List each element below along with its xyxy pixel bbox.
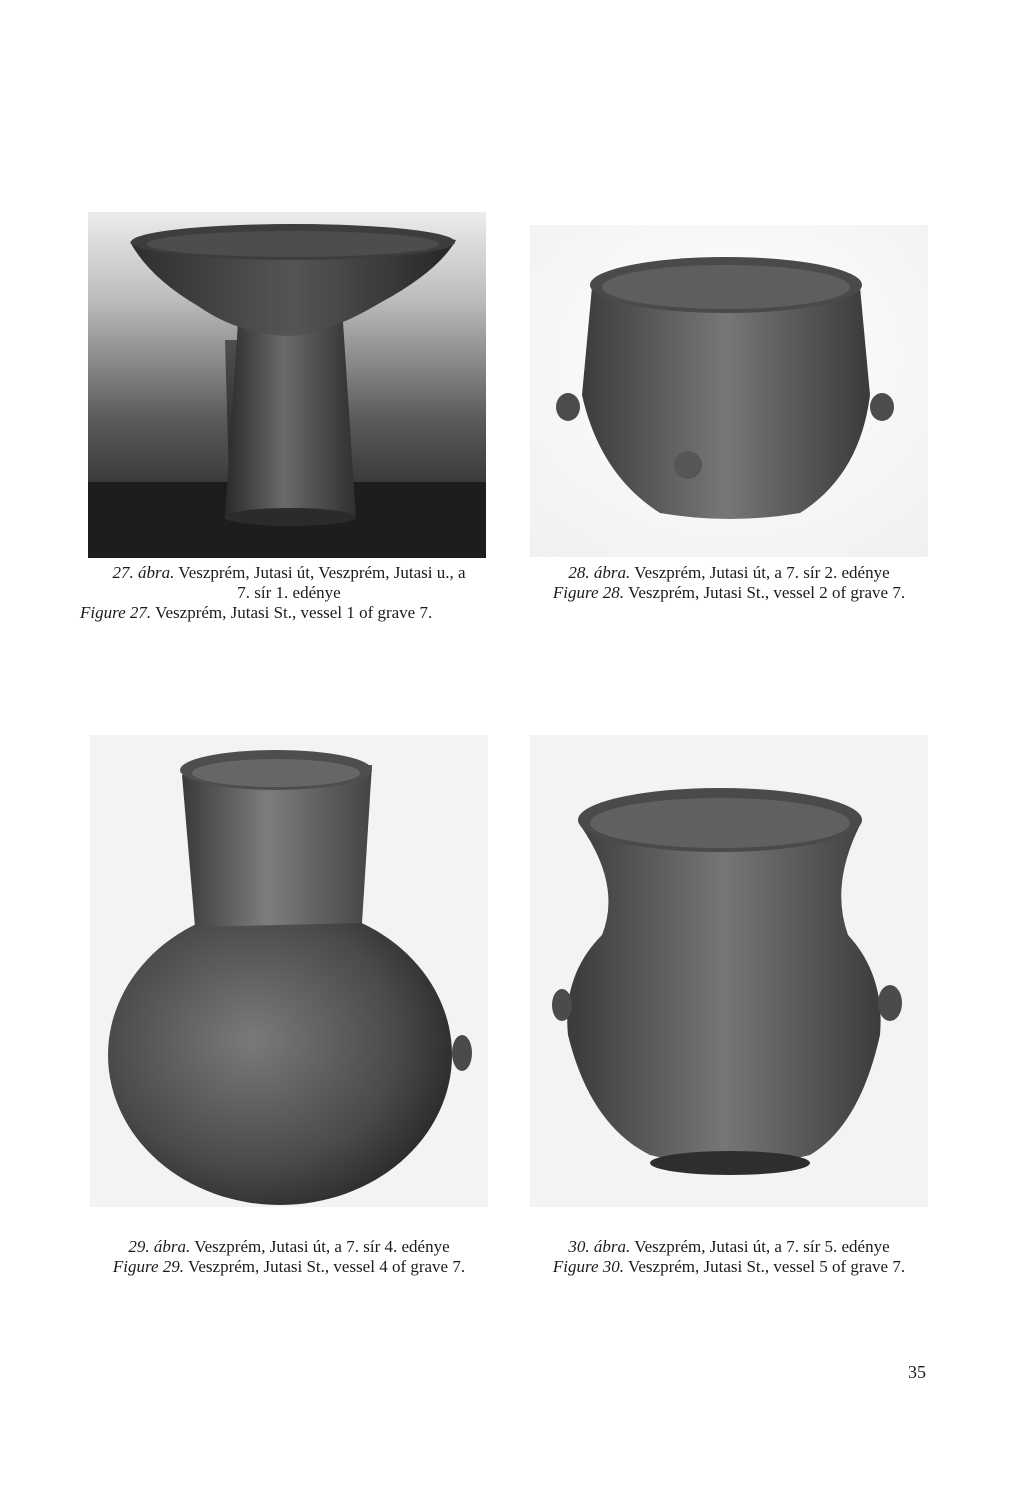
- figure-number-hu: 28. ábra.: [568, 563, 631, 582]
- figure-number-en: Figure 27.: [80, 603, 152, 622]
- caption-hu-text: Veszprém, Jutasi út, Veszprém, Jutasi u., a: [178, 563, 466, 582]
- caption-hu-line: [80, 563, 498, 583]
- caption-en-line: [518, 583, 940, 603]
- figure-30-caption: [518, 1237, 940, 1277]
- figure-28-caption: [518, 563, 940, 603]
- figure-number-en: Figure 29.: [112, 1257, 185, 1276]
- caption-en-line: [518, 1257, 940, 1277]
- figure-number-hu: 29. ábra.: [128, 1237, 191, 1256]
- caption-en-text: Veszprém, Jutasi St., vessel 5 of grave 7.: [627, 1257, 906, 1276]
- caption-hu-line: [518, 563, 940, 583]
- caption-hu-text: Veszprém, Jutasi út, a 7. sír 2. edénye: [634, 563, 890, 582]
- caption-en-line: [80, 1257, 498, 1277]
- figure-number-hu: 30. ábra.: [568, 1237, 631, 1256]
- caption-en-text: Veszprém, Jutasi St., vessel 4 of grave 7.: [187, 1257, 466, 1276]
- caption-hu-line: [518, 1237, 940, 1257]
- figure-28-photo: [530, 225, 928, 557]
- page-number: 35: [908, 1362, 926, 1382]
- figure-number-hu: 27. ábra.: [112, 563, 175, 582]
- tall-jar-image: [90, 735, 488, 1207]
- carinated-bowl-image: [530, 225, 928, 557]
- figure-29-caption: [80, 1237, 498, 1277]
- caption-hu-line: [80, 1237, 498, 1257]
- caption-en-text: Veszprém, Jutasi St., vessel 1 of grave 7.: [155, 603, 433, 622]
- figure-27-caption: [80, 563, 498, 623]
- figure-number-en: Figure 30.: [552, 1257, 625, 1276]
- carinated-jar-image: [530, 735, 928, 1207]
- figure-number-en: Figure 28.: [552, 583, 625, 602]
- caption-hu-line-2: 7. sír 1. edénye: [237, 583, 341, 602]
- caption-en-text: Veszprém, Jutasi St., vessel 2 of grave 7.: [627, 583, 906, 602]
- pedestal-bowl-image: [88, 212, 486, 558]
- caption-en-line: [80, 603, 498, 623]
- figure-30-photo: [530, 735, 928, 1207]
- figure-27-photo: [88, 212, 486, 558]
- caption-hu-text: Veszprém, Jutasi út, a 7. sír 5. edénye: [634, 1237, 890, 1256]
- caption-hu-text: Veszprém, Jutasi út, a 7. sír 4. edénye: [194, 1237, 450, 1256]
- figure-29-photo: [90, 735, 488, 1207]
